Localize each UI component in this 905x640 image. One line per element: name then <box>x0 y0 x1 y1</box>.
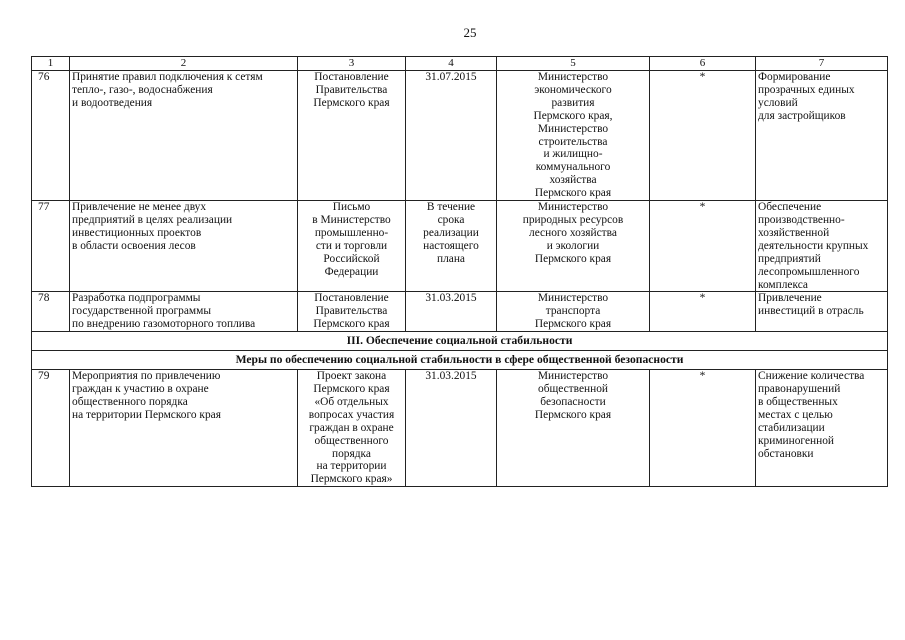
responsible-cell: Министерство общественной безопасности Пермского края <box>497 370 650 487</box>
measure-cell: Разработка подпрограммы государственной программы по внедрению газомоторного топлива <box>70 292 298 332</box>
mark-cell: * <box>650 292 756 332</box>
table-row <box>32 201 888 292</box>
subsection-title: Меры по обеспечению социальной стабильности в сфере общественной безопасности <box>32 351 888 370</box>
measure-cell: Принятие правил подключения к сетям тепло-, газо-, водоснабжения и водоотведения <box>70 71 298 201</box>
result-cell: Обеспечение производственно- хозяйственной деятельности крупных предприятий лесопромышленного комплекса <box>756 201 888 292</box>
header-row <box>32 57 888 71</box>
document-cell: Письмо в Министерство промышленно- сти и торговли Российской Федерации <box>298 201 406 292</box>
header-cell: 1 <box>32 57 70 71</box>
page-number: 25 <box>463 25 477 40</box>
row-number: 76 <box>32 71 70 201</box>
row-number: 78 <box>32 292 70 332</box>
header-cell: 7 <box>756 57 888 71</box>
deadline-cell: 31.03.2015 <box>406 292 497 332</box>
document-cell: Постановление Правительства Пермского края <box>298 292 406 332</box>
result-cell: Привлечение инвестиций в отрасль <box>756 292 888 332</box>
header-cell: 3 <box>298 57 406 71</box>
section-title: III. Обеспечение социальной стабильности <box>32 332 888 351</box>
responsible-cell: Министерство транспорта Пермского края <box>497 292 650 332</box>
mark-cell: * <box>650 370 756 487</box>
header-cell: 4 <box>406 57 497 71</box>
header-cell: 2 <box>70 57 298 71</box>
header-cell: 5 <box>497 57 650 71</box>
deadline-cell: В течение срока реализации настоящего плана <box>406 201 497 292</box>
table-row <box>32 71 888 201</box>
measure-cell: Мероприятия по привлечению граждан к участию в охране общественного порядка на территории Пермского края <box>70 370 298 487</box>
section-row <box>32 332 888 351</box>
responsible-cell: Министерство экономического развития Пермского края, Министерство строительства и жилищно- коммунального хозяйства Пермского края <box>497 71 650 201</box>
result-cell: Формирование прозрачных единых условий для застройщиков <box>756 71 888 201</box>
table-row <box>32 292 888 332</box>
document-cell: Постановление Правительства Пермского края <box>298 71 406 201</box>
deadline-cell: 31.03.2015 <box>406 370 497 487</box>
result-cell: Снижение количества правонарушений в общественных местах с целью стабилизации криминогенной обстановки <box>756 370 888 487</box>
row-number: 79 <box>32 370 70 487</box>
mark-cell: * <box>650 201 756 292</box>
row-number: 77 <box>32 201 70 292</box>
header-cell: 6 <box>650 57 756 71</box>
deadline-cell: 31.07.2015 <box>406 71 497 201</box>
table-row <box>32 370 888 487</box>
document-cell: Проект закона Пермского края «Об отдельных вопросах участия граждан в охране общественного порядка на территории Пермского края» <box>298 370 406 487</box>
mark-cell: * <box>650 71 756 201</box>
measure-cell: Привлечение не менее двух предприятий в целях реализации инвестиционных проектов в области освоения лесов <box>70 201 298 292</box>
plan-table <box>31 56 888 487</box>
subsection-row <box>32 351 888 370</box>
responsible-cell: Министерство природных ресурсов лесного хозяйства и экологии Пермского края <box>497 201 650 292</box>
